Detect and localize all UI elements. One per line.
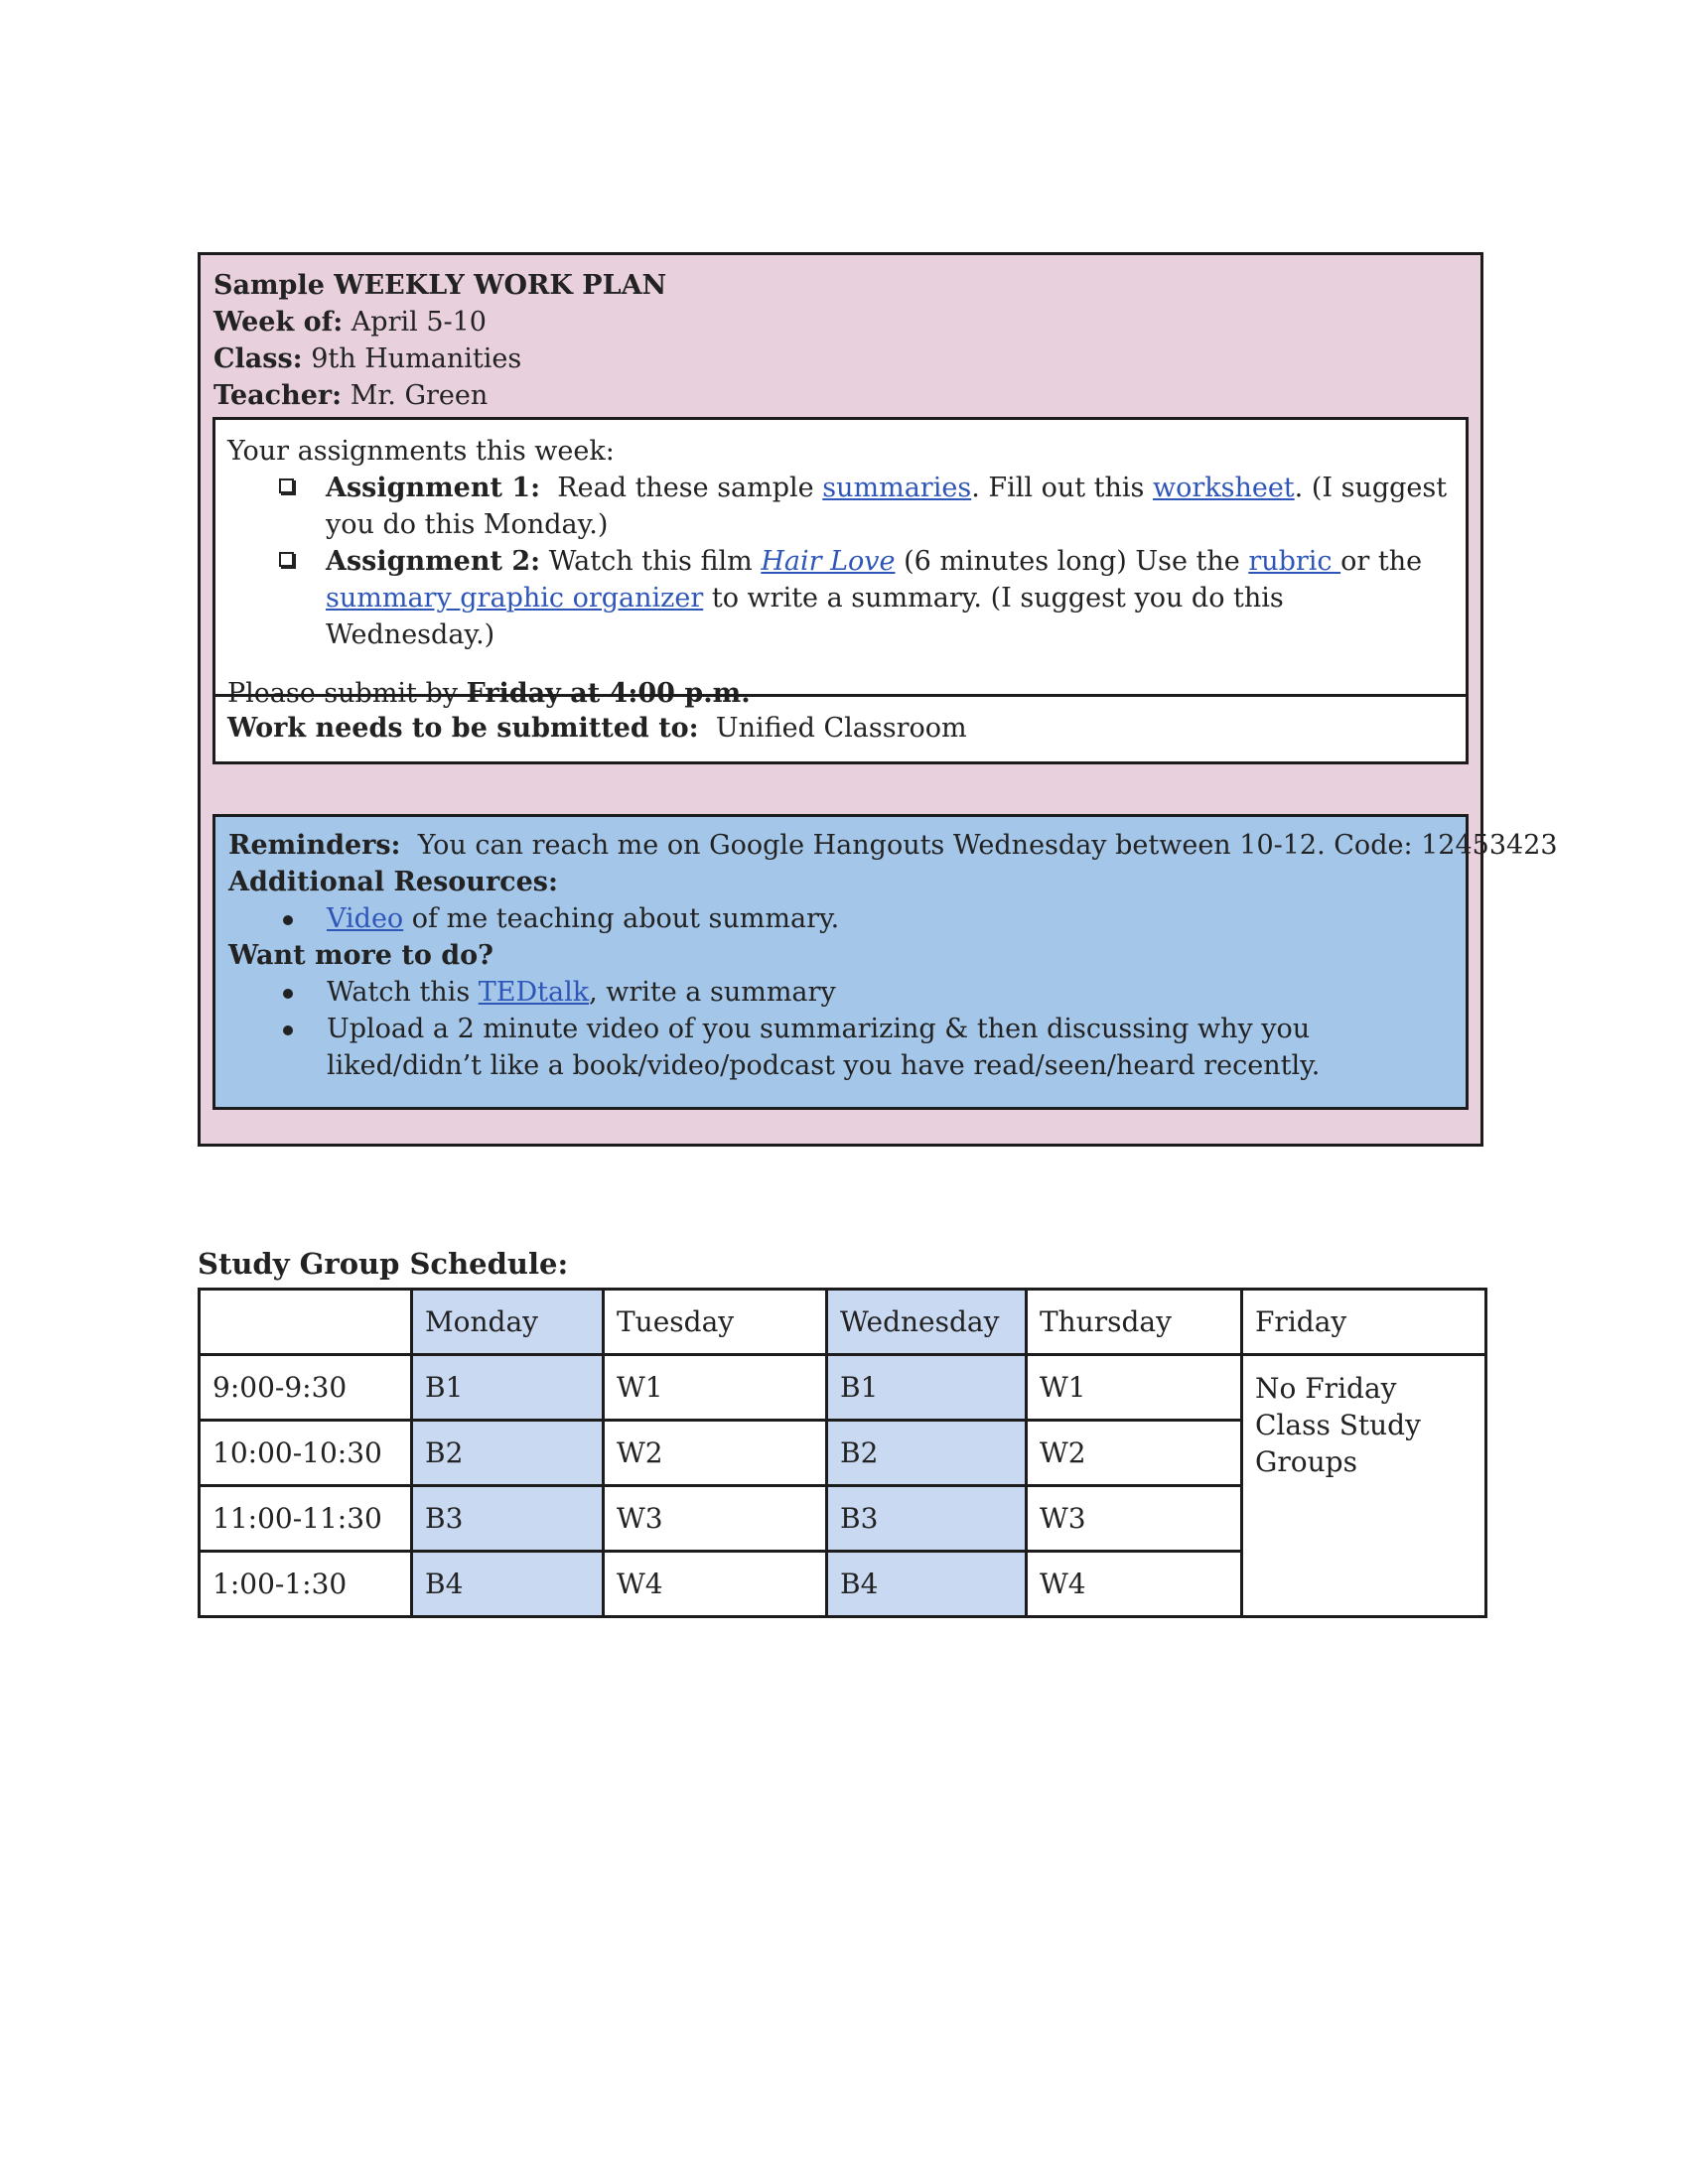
reminders-label: Reminders: [228, 830, 401, 861]
tuesday-cell: W3 [604, 1486, 827, 1552]
assignments-box [212, 417, 1469, 764]
more-item-1 [228, 974, 1454, 1011]
header-tuesday: Tuesday [604, 1290, 827, 1355]
resource-text: of me teaching about summary. [403, 903, 840, 934]
plan-title: Sample WEEKLY WORK PLAN [213, 270, 667, 301]
assignment-2-text-d: to write a summary. (I suggest you do this Wednesday.) [326, 583, 1284, 650]
submit-to-label: Work needs to be submitted to: [227, 713, 699, 744]
assignment-1-text-c: . (I suggest you do this Monday.) [326, 473, 1448, 540]
monday-cell: B2 [412, 1421, 604, 1486]
reminders-text: You can reach me on Google Hangouts Wednesday between 10-12. Code: 12453423 [417, 830, 1558, 861]
schedule-title: Study Group Schedule: [198, 1247, 569, 1281]
header-time [200, 1290, 412, 1355]
checkbox-icon[interactable] [279, 478, 294, 493]
wednesday-cell: B1 [827, 1355, 1027, 1421]
header-friday: Friday [1242, 1290, 1486, 1355]
thursday-cell: W1 [1027, 1355, 1242, 1421]
tuesday-cell: W4 [604, 1552, 827, 1617]
class-label: Class: [213, 343, 303, 374]
assignment-1-text-b: . Fill out this [971, 473, 1153, 503]
weekly-work-plan [198, 252, 1558, 1147]
header-thursday: Thursday [1027, 1290, 1242, 1355]
time-cell: 10:00-10:30 [200, 1421, 412, 1486]
assignment-1 [227, 470, 1454, 543]
more-1-prefix: Watch this [327, 977, 479, 1008]
study-group-schedule-table [198, 1288, 1487, 1618]
more-list [228, 974, 1454, 1084]
assignment-list [227, 470, 1454, 653]
assignment-2-text-b: (6 minutes long) Use the [895, 546, 1249, 577]
table-row [200, 1355, 1486, 1421]
monday-cell: B4 [412, 1552, 604, 1617]
tuesday-cell: W2 [604, 1421, 827, 1486]
additional-resources-heading: Additional Resources: [228, 867, 558, 897]
assignment-1-label: Assignment 1: [326, 473, 541, 503]
wednesday-cell: B3 [827, 1486, 1027, 1552]
submit-deadline: Friday at 4:00 p.m. [466, 678, 751, 709]
header-wednesday: Wednesday [827, 1290, 1027, 1355]
time-cell: 9:00-9:30 [200, 1355, 412, 1421]
wednesday-cell: B2 [827, 1421, 1027, 1486]
assignment-2-text-c: or the [1340, 546, 1423, 577]
monday-cell: B3 [412, 1486, 604, 1552]
friday-note: No Friday Class Study Groups [1242, 1355, 1486, 1617]
monday-cell: B1 [412, 1355, 604, 1421]
thursday-cell: W4 [1027, 1552, 1242, 1617]
resource-item [228, 900, 1454, 937]
more-item-2 [228, 1011, 1454, 1084]
hair-love-link[interactable]: Hair Love [761, 546, 896, 577]
rubric-link[interactable]: rubric [1248, 546, 1341, 577]
more-2-text: Upload a 2 minute video of you summarizing & then discussing why you liked/didn’t like a book/video/podcast you have read/seen/heard recently. [327, 1014, 1321, 1081]
assignments-intro: Your assignments this week: [227, 436, 615, 467]
video-link[interactable]: Video [327, 903, 404, 934]
class-value: 9th Humanities [311, 343, 522, 374]
assignment-2-label: Assignment 2: [326, 546, 541, 577]
bullet-icon [283, 989, 293, 999]
header-monday: Monday [412, 1290, 604, 1355]
bullet-icon [283, 915, 293, 925]
time-cell: 1:00-1:30 [200, 1552, 412, 1617]
submit-to-value: Unified Classroom [715, 713, 967, 744]
submit-to-row [215, 694, 1466, 761]
table-header-row [200, 1290, 1486, 1355]
teacher-label: Teacher: [213, 380, 343, 411]
bullet-icon [283, 1025, 293, 1035]
teacher-value: Mr. Green [350, 380, 489, 411]
assignment-2-text-a: Watch this film [548, 546, 762, 577]
want-more-heading: Want more to do? [228, 940, 493, 971]
worksheet-link[interactable]: worksheet [1152, 473, 1295, 503]
assignment-1-text-a: Read these sample [557, 473, 823, 503]
resources-list [228, 900, 1454, 937]
more-1-suffix: , write a summary [589, 977, 836, 1008]
checkbox-icon[interactable] [279, 552, 294, 567]
reminders-line [228, 827, 1558, 864]
week-value: April 5-10 [351, 307, 487, 338]
summaries-link[interactable]: summaries [822, 473, 972, 503]
submit-prefix: Please submit by [227, 678, 467, 709]
week-label: Week of: [213, 307, 344, 338]
thursday-cell: W2 [1027, 1421, 1242, 1486]
thursday-cell: W3 [1027, 1486, 1242, 1552]
reminders-box [212, 814, 1558, 1110]
summary-graphic-organizer-link[interactable]: summary graphic organizer [326, 583, 704, 614]
assignment-2 [227, 543, 1454, 653]
wednesday-cell: B4 [827, 1552, 1027, 1617]
time-cell: 11:00-11:30 [200, 1486, 412, 1552]
tedtalk-link[interactable]: TEDtalk [478, 977, 590, 1008]
plan-header [213, 267, 666, 414]
tuesday-cell: W1 [604, 1355, 827, 1421]
